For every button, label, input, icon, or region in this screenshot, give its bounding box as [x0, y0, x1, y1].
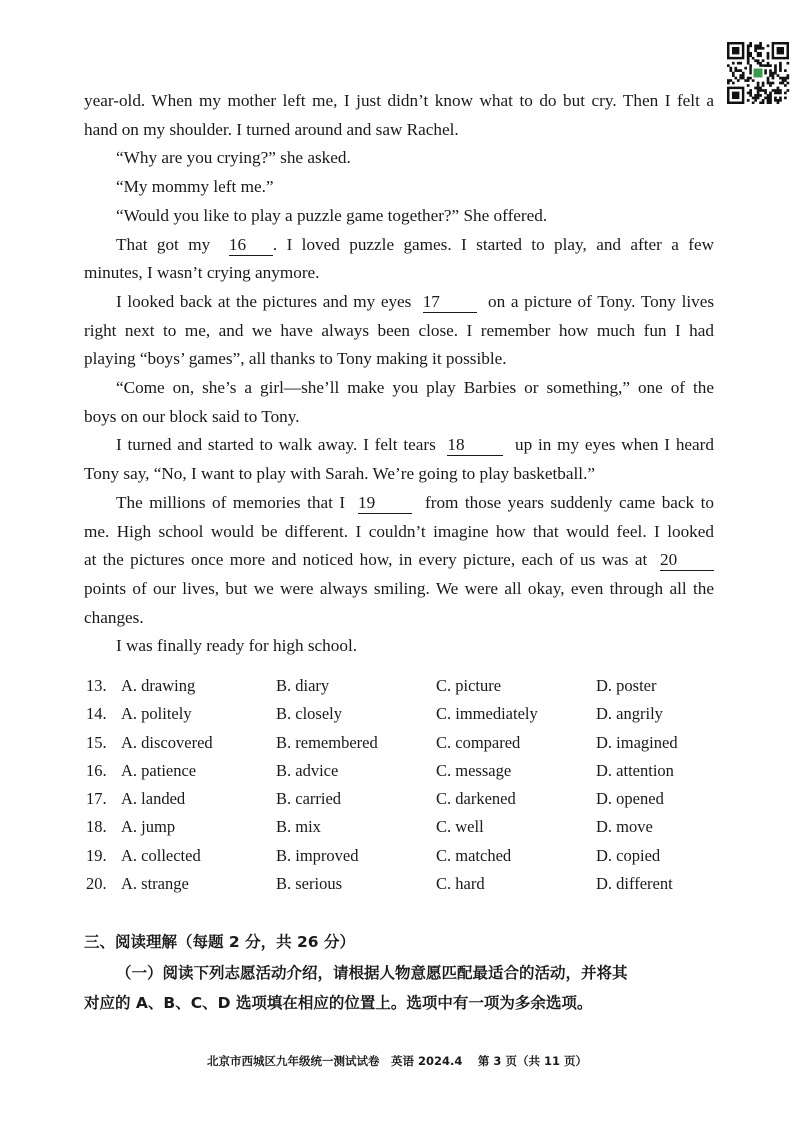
- question-number: 17.: [86, 789, 107, 809]
- option-c: C. immediately: [436, 704, 538, 724]
- option-d: D. imagined: [596, 732, 678, 752]
- option-a: A. politely: [121, 704, 192, 724]
- option-c: C. picture: [436, 676, 502, 695]
- option-a: A. discovered: [121, 732, 213, 752]
- option-d: D. move: [596, 817, 653, 837]
- option-d: D. poster: [596, 676, 657, 695]
- passage-line-blank-18: [84, 431, 714, 460]
- question-row: [86, 846, 726, 874]
- blank-16: 16: [229, 235, 273, 256]
- option-b: B. improved: [276, 845, 359, 865]
- passage-line: Tony say, “No, I want to play with Sarah. We’re going to play basketball.”: [84, 464, 595, 484]
- question-row: [86, 874, 726, 902]
- section-title: 三、阅读理解（每题 2 分，共 26 分）: [84, 933, 355, 951]
- blank-18: 18: [447, 435, 503, 456]
- passage-line: changes.: [84, 607, 144, 627]
- option-a: A. jump: [121, 817, 176, 837]
- option-d: D. opened: [596, 789, 664, 809]
- text: at the pictures once more and noticed how, in every picture, each of us was at: [84, 550, 648, 570]
- qr-code: [725, 42, 791, 104]
- text: from those years suddenly came back to: [425, 492, 714, 512]
- option-d: D. angrily: [596, 704, 663, 724]
- option-a: A. strange: [121, 874, 189, 894]
- option-b: B. diary: [276, 676, 330, 695]
- passage-line: year-old. When my mother left me, I just didn’t know what to do but cry. Then I felt a: [84, 91, 714, 110]
- passage-line-blank-16: [84, 231, 714, 260]
- passage-line-blank-17: [84, 288, 714, 317]
- option-b: B. advice: [276, 760, 339, 780]
- passage-line: “My mommy left me.”: [116, 177, 274, 197]
- question-number: 20.: [86, 874, 107, 894]
- option-d: D. attention: [596, 760, 674, 780]
- passage-line: “Would you like to play a puzzle game together?” She offered.: [116, 205, 548, 225]
- option-d: D. copied: [596, 845, 661, 865]
- option-c: C. message: [436, 760, 512, 780]
- blank-17: 17: [423, 292, 477, 313]
- option-b: B. serious: [276, 874, 342, 894]
- option-b: B. closely: [276, 704, 342, 724]
- passage-line: I was finally ready for high school.: [116, 636, 358, 656]
- option-c: C. darkened: [436, 789, 516, 809]
- passage-line: me. High school would be different. I couldn’t imagine how that would feel. I looked: [84, 521, 714, 541]
- passage-line: “Why are you crying?” she asked.: [116, 148, 351, 168]
- text: I turned and started to walk away. I felt tears: [116, 435, 436, 455]
- passage-line: points of our lives, but we were always smiling. We were all okay, even through all the: [84, 578, 714, 598]
- passage-line: right next to me, and we have always been close. I remember how much fun I had: [84, 320, 714, 340]
- option-b: B. mix: [276, 817, 321, 837]
- passage-line: playing “boys’ games”, all thanks to Tony making it possible.: [84, 349, 507, 369]
- blank-19: 19: [358, 493, 412, 514]
- text: I looked back at the pictures and my eyes: [116, 291, 412, 311]
- question-row: [86, 704, 726, 732]
- option-d: D. different: [596, 874, 673, 894]
- question-number: 15.: [86, 732, 107, 752]
- question-row: [86, 789, 726, 817]
- passage-line-blank-20: [84, 546, 714, 575]
- question-number: 13.: [86, 676, 107, 695]
- text: That got my: [116, 234, 211, 254]
- option-c: C. hard: [436, 874, 485, 894]
- question-row: [86, 761, 726, 789]
- passage-line: hand on my shoulder. I turned around and saw Rachel.: [84, 119, 459, 139]
- option-a: A. landed: [121, 789, 186, 809]
- section-instructions: [84, 958, 714, 1018]
- option-a: A. patience: [121, 760, 197, 780]
- answer-options: [86, 676, 726, 902]
- option-c: C. well: [436, 817, 484, 837]
- question-row: [86, 817, 726, 845]
- page-footer: 北京市西城区九年级统一测试试卷 英语 2024.4 第 3 页（共 11 页）: [207, 1054, 587, 1068]
- passage-line-blank-19: [84, 489, 714, 518]
- option-c: C. compared: [436, 732, 521, 752]
- question-number: 16.: [86, 760, 107, 780]
- blank-20: 20: [660, 550, 714, 571]
- passage-line: boys on our block said to Tony.: [84, 406, 300, 426]
- option-c: C. matched: [436, 845, 512, 865]
- question-number: 18.: [86, 817, 107, 837]
- question-number: 19.: [86, 845, 107, 865]
- instruction-line: 对应的 A、B、C、D 选项填在相应的位置上。选项中有一项为多余选项。: [84, 994, 593, 1012]
- qr-code-image: [725, 42, 791, 104]
- option-a: A. collected: [121, 845, 201, 865]
- passage: [84, 87, 714, 661]
- option-a: A. drawing: [121, 676, 196, 695]
- question-row: [86, 733, 726, 761]
- passage-line: minutes, I wasn’t crying anymore.: [84, 263, 320, 283]
- text: . I loved puzzle games. I started to play, and after a few: [272, 234, 714, 254]
- question-number: 14.: [86, 704, 107, 724]
- option-b: B. carried: [276, 789, 342, 809]
- question-row: [86, 676, 726, 704]
- text: up in my eyes when I heard: [515, 435, 714, 455]
- instruction-line: （一）阅读下列志愿活动介绍，请根据人物意愿匹配最适合的活动，并将其: [116, 964, 628, 982]
- passage-line: “Come on, she’s a girl—she’ll make you play Barbies or something,” one of the: [116, 378, 714, 398]
- text: The millions of memories that I: [116, 492, 346, 512]
- option-b: B. remembered: [276, 732, 378, 752]
- text: on a picture of Tony. Tony lives: [488, 291, 715, 311]
